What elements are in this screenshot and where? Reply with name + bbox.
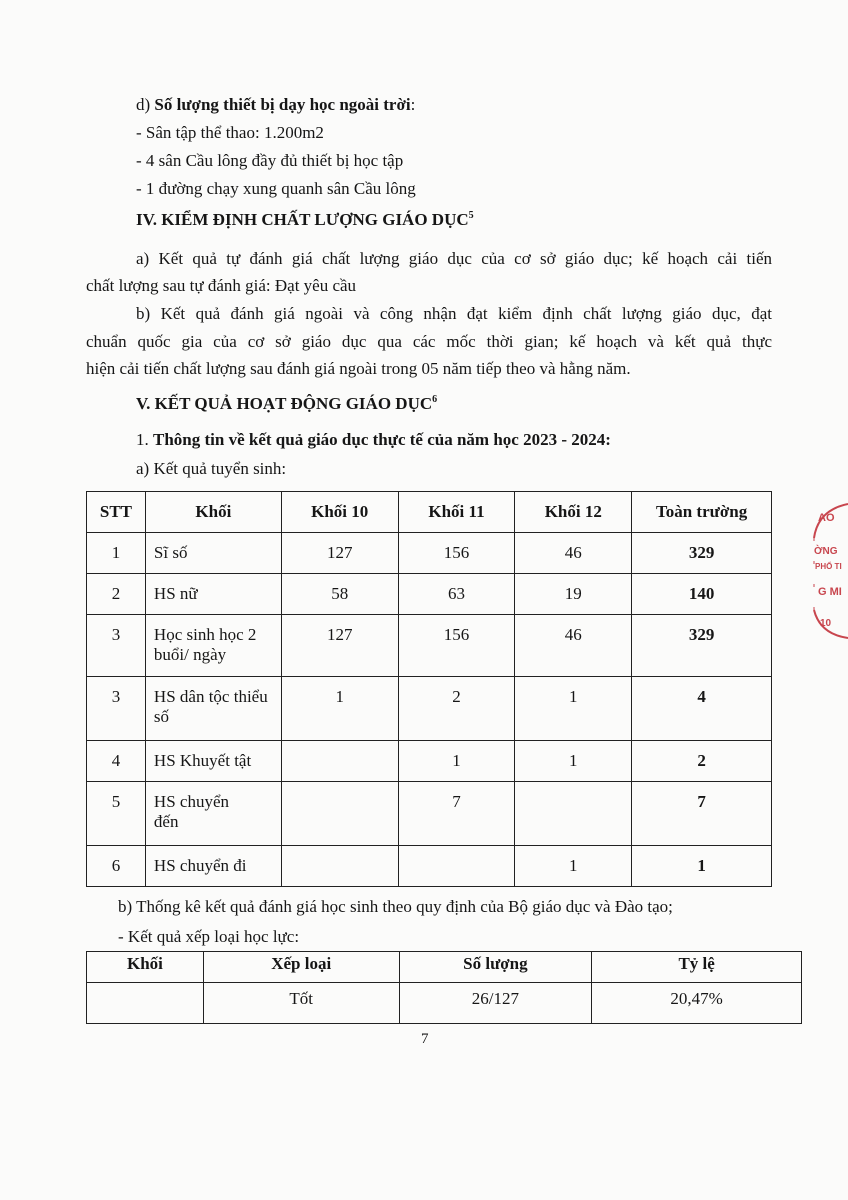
enrollment-table — [86, 491, 772, 887]
stamp-fragment: 10 — [820, 618, 832, 629]
stamp-fragment: AO — [818, 512, 835, 524]
section-v-subheading-prefix: 1. — [136, 430, 153, 449]
table-row — [87, 533, 772, 574]
section-iv-paragraph-b-cont — [86, 332, 772, 352]
k12-cell: 1 — [515, 741, 632, 782]
stt-cell: 3 — [87, 677, 146, 741]
k12-cell: 1 — [515, 677, 632, 741]
name-cell: HS nữ — [145, 574, 281, 615]
equipment-heading — [136, 95, 415, 115]
header-cell: Xếp loại — [203, 952, 399, 983]
stamp-fragment: PHỔ TI — [815, 562, 842, 571]
k10-cell: 1 — [281, 677, 398, 741]
name-cell: HS chuyển đi — [145, 846, 281, 887]
table-row — [87, 741, 772, 782]
name-cell: Sĩ số — [145, 533, 281, 574]
section-iv-paragraph-b — [136, 304, 772, 324]
table-row — [87, 677, 772, 741]
section-iv-b-line: b) Kết quả đánh giá ngoài và công nhận đạt kiểm định chất lượng giáo dục, đạt — [136, 304, 772, 323]
enrollment-header-row — [87, 492, 772, 533]
ranking-table — [86, 951, 802, 1024]
stt-cell: 3 — [87, 615, 146, 677]
section-v-subheading-bold: Thông tin về kết quả giáo dục thực tế của năm học 2023 - 2024: — [153, 430, 611, 449]
section-iv-b-line: chuẩn quốc gia của cơ sở giáo dục qua các mốc thời gian; kế hoạch và kết quả thực — [86, 332, 772, 351]
stt-cell: 2 — [87, 574, 146, 615]
total-cell: 329 — [632, 615, 772, 677]
k12-cell: 1 — [515, 846, 632, 887]
ranking-header-row — [87, 952, 802, 983]
stt-cell: 1 — [87, 533, 146, 574]
k11-cell: 156 — [398, 615, 515, 677]
section-v-footnote-ref: 6 — [432, 394, 438, 405]
section-iv-title — [136, 210, 474, 230]
table-row — [87, 782, 772, 846]
k11-cell: 1 — [398, 741, 515, 782]
k10-cell: 127 — [281, 615, 398, 677]
section-v-subheading — [136, 430, 611, 450]
equipment-item: - 1 đường chạy xung quanh sân Cầu lông — [136, 179, 416, 198]
table-row — [87, 615, 772, 677]
header-cell: Khối — [145, 492, 281, 533]
header-cell: Toàn trường — [632, 492, 772, 533]
stt-cell: 5 — [87, 782, 146, 846]
total-cell: 1 — [632, 846, 772, 887]
stamp-seal — [800, 498, 848, 648]
k11-cell: 2 — [398, 677, 515, 741]
ranking-label: - Kết quả xếp loại học lực: — [118, 927, 300, 946]
stt-cell: 6 — [87, 846, 146, 887]
header-cell: Khối 11 — [398, 492, 515, 533]
k12-cell: 19 — [515, 574, 632, 615]
k11-cell — [398, 846, 515, 887]
equipment-heading-prefix: d) — [136, 95, 155, 114]
section-iv-title-text: IV. KIỂM ĐỊNH CHẤT LƯỢNG GIÁO DỤC — [136, 210, 469, 229]
header-cell: Khối — [87, 952, 204, 983]
header-cell: Tỷ lệ — [592, 952, 802, 983]
section-iv-a-line: a) Kết quả tự đánh giá chất lượng giáo dục của cơ sở giáo dục; kế hoạch cải tiến — [136, 249, 772, 268]
k11-cell: 7 — [398, 782, 515, 846]
table-row — [87, 846, 772, 887]
total-cell: 140 — [632, 574, 772, 615]
section-iv-a-line: chất lượng sau tự đánh giá: Đạt yêu cầu — [86, 276, 357, 295]
k10-cell — [281, 846, 398, 887]
section-v-title — [136, 394, 437, 414]
ty-le-cell: 20,47% — [592, 983, 802, 1024]
total-cell: 2 — [632, 741, 772, 782]
total-cell: 7 — [632, 782, 772, 846]
khoi-cell — [87, 983, 204, 1024]
total-cell: 4 — [632, 677, 772, 741]
header-cell: Khối 12 — [515, 492, 632, 533]
stamp-fragment: ỜNG — [814, 546, 838, 557]
page-number: 7 — [421, 1031, 429, 1047]
k10-cell — [281, 741, 398, 782]
table-row — [87, 983, 802, 1024]
section-iv-b-line: hiện cải tiến chất lượng sau đánh giá ngoài trong 05 năm tiếp theo và hằng năm. — [86, 359, 631, 378]
so-luong-cell: 26/127 — [399, 983, 592, 1024]
xep-loai-cell: Tốt — [203, 983, 399, 1024]
name-cell: Học sinh học 2 buổi/ ngày — [145, 615, 281, 677]
k12-cell: 46 — [515, 615, 632, 677]
k10-cell — [281, 782, 398, 846]
k12-cell — [515, 782, 632, 846]
header-cell: STT — [87, 492, 146, 533]
name-cell: HS chuyển đến — [145, 782, 281, 846]
section-iv-footnote-ref: 5 — [468, 210, 474, 221]
name-cell: HS Khuyết tật — [145, 741, 281, 782]
evaluation-label: b) Thống kê kết quả đánh giá học sinh theo quy định của Bộ giáo dục và Đào tạo; — [118, 897, 673, 916]
stamp-fragment: G MI — [818, 586, 842, 598]
k11-cell: 63 — [398, 574, 515, 615]
total-cell: 329 — [632, 533, 772, 574]
header-cell: Số lượng — [399, 952, 592, 983]
name-cell: HS dân tộc thiểu số — [145, 677, 281, 741]
equipment-item: - Sân tập thể thao: 1.200m2 — [136, 123, 324, 142]
k12-cell: 46 — [515, 533, 632, 574]
equipment-heading-suffix: : — [410, 95, 416, 114]
equipment-item: - 4 sân Cầu lông đầy đủ thiết bị học tập — [136, 151, 404, 170]
k11-cell: 156 — [398, 533, 515, 574]
k10-cell: 127 — [281, 533, 398, 574]
table-row — [87, 574, 772, 615]
enrollment-label: a) Kết quả tuyển sinh: — [136, 459, 287, 478]
k10-cell: 58 — [281, 574, 398, 615]
equipment-heading-bold: Số lượng thiết bị dạy học ngoài trời — [154, 95, 411, 114]
header-cell: Khối 10 — [281, 492, 398, 533]
section-v-title-text: V. KẾT QUẢ HOẠT ĐỘNG GIÁO DỤC — [136, 394, 433, 413]
section-iv-paragraph-a — [136, 249, 772, 269]
stt-cell: 4 — [87, 741, 146, 782]
